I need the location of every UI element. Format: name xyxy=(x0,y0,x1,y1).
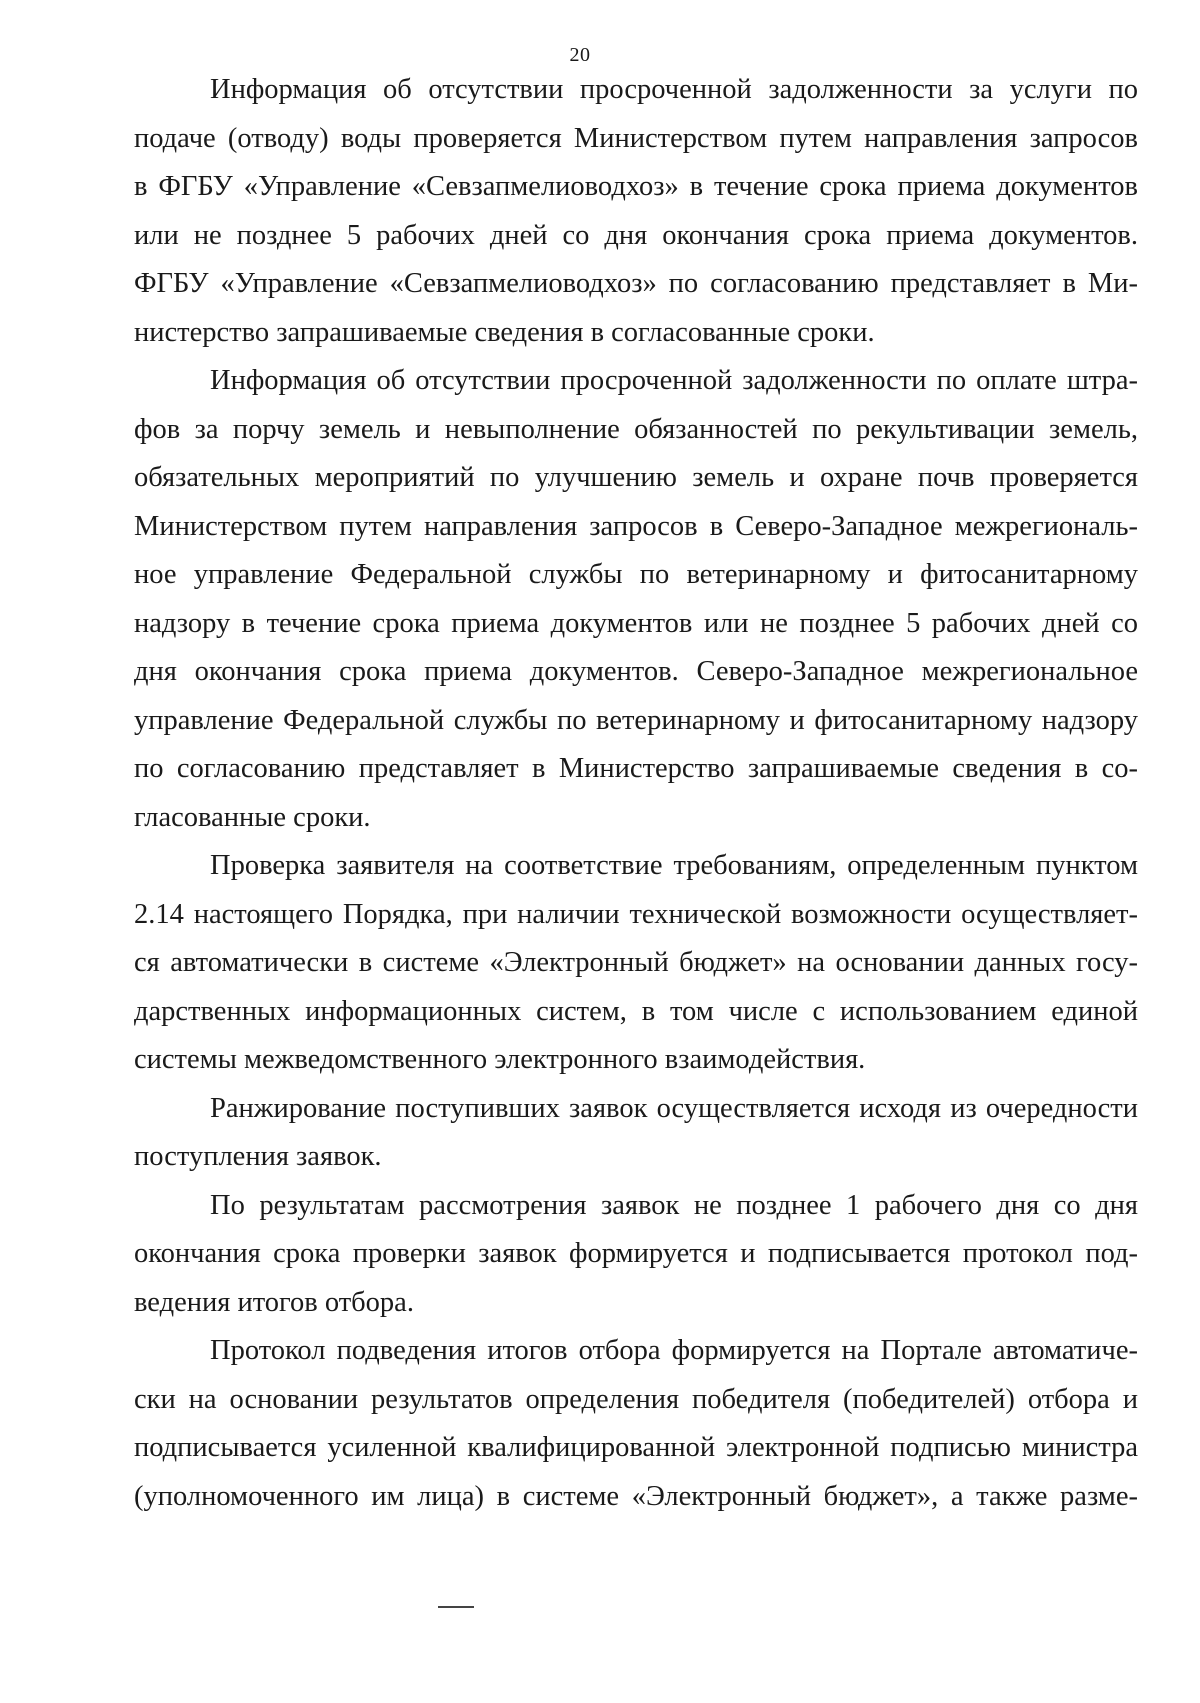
text-line: гласованные сроки. xyxy=(134,801,371,833)
text-line: подписывается усиленной квалифицированной электронной подписью министра xyxy=(134,1432,1138,1463)
text-line: Протокол подведения итогов отбора формируется на Портале автоматиче- xyxy=(210,1335,1138,1366)
paragraph-protocol xyxy=(134,1327,1138,1521)
footer-dash-mark xyxy=(438,1606,474,1608)
paragraph-review-results xyxy=(134,1182,1138,1328)
page-number: 20 xyxy=(569,44,591,66)
text-line: надзору в течение срока приема документов или не позднее 5 рабочих дней со xyxy=(134,607,1138,639)
text-line: в ФГБУ «Управление «Севзапмелиоводхоз» в течение срока приема документов xyxy=(134,171,1138,202)
text-line: окончания срока проверки заявок формируется и подписывается протокол под- xyxy=(134,1238,1138,1269)
paragraph-applicant-check xyxy=(134,842,1138,1085)
text-line: поступления заявок. xyxy=(134,1141,382,1172)
text-line: ски на основании результатов определения победителя (победителей) отбора и xyxy=(134,1383,1138,1415)
text-line: Министерством путем направления запросов в Северо-Западное межрегиональ- xyxy=(134,510,1138,542)
text-line: Ранжирование поступивших заявок осуществляется исходя из очередности xyxy=(210,1092,1138,1124)
text-line: ное управление Федеральной службы по ветеринарному и фитосанитарному xyxy=(134,559,1138,590)
text-line: фов за порчу земель и невыполнение обязанностей по рекультивации земель, xyxy=(134,413,1138,445)
text-line: обязательных мероприятий по улучшению земель и охране почв проверяется xyxy=(134,462,1138,493)
text-line: подаче (отводу) воды проверяется Министерством путем направления запросов xyxy=(134,122,1138,154)
text-line: ФГБУ «Управление «Севзапмелиоводхоз» по согласованию представляет в Ми- xyxy=(134,268,1138,299)
document-body xyxy=(134,66,1138,1521)
text-line: системы межведомственного электронного взаимодействия. xyxy=(134,1044,866,1075)
text-line: Проверка заявителя на соответствие требованиям, определенным пунктом xyxy=(210,850,1138,881)
text-line: или не позднее 5 рабочих дней со дня окончания срока приема документов. xyxy=(134,219,1138,251)
text-line: (уполномоченного им лица) в системе «Электронный бюджет», а также разме- xyxy=(134,1480,1138,1512)
text-line: ведения итогов отбора. xyxy=(134,1286,414,1318)
text-line: нистерство запрашиваемые сведения в согласованные сроки. xyxy=(134,316,875,348)
text-line: по согласованию представляет в Министерство запрашиваемые сведения в со- xyxy=(134,753,1138,784)
text-line: Информация об отсутствии просроченной задолженности за услуги по xyxy=(210,74,1138,105)
text-line: дарственных информационных систем, в том числе с использованием единой xyxy=(134,995,1138,1027)
text-line: Информация об отсутствии просроченной задолженности по оплате штра- xyxy=(210,365,1138,396)
text-line: управление Федеральной службы по ветеринарному и фитосанитарному надзору xyxy=(134,704,1138,736)
text-line: ся автоматически в системе «Электронный бюджет» на основании данных госу- xyxy=(134,947,1138,978)
text-line: По результатам рассмотрения заявок не позднее 1 рабочего дня со дня xyxy=(210,1189,1138,1221)
text-line: дня окончания срока приема документов. Северо-Западное межрегиональное xyxy=(134,656,1138,687)
paragraph-fines-debt xyxy=(134,357,1138,842)
paragraph-ranking xyxy=(134,1085,1138,1182)
text-line: 2.14 настоящего Порядка, при наличии технической возможности осуществляет- xyxy=(134,898,1138,930)
paragraph-water-debt xyxy=(134,66,1138,357)
